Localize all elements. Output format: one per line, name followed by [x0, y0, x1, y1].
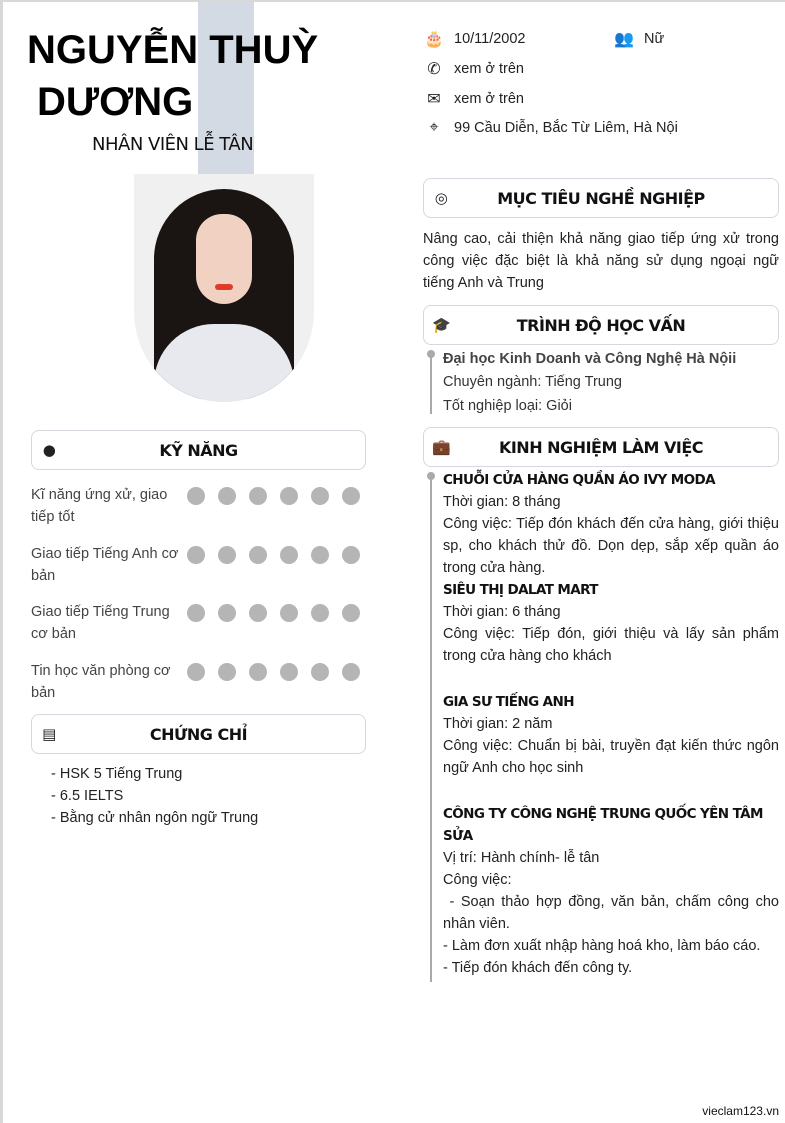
objective-heading: [423, 178, 779, 218]
certificates-heading-label: CHỨNG CHỈ: [149, 724, 248, 744]
job-task: - Soạn thảo hợp đồng, văn bản, chấm công cho nhân viên.: [443, 894, 784, 932]
company-name: SIÊU THỊ DALAT MART: [443, 582, 598, 598]
school-name: Đại học Kinh Doanh và Công Nghệ Hà Nộii: [443, 351, 737, 367]
major: Chuyên ngành: Tiếng Trung: [443, 374, 622, 390]
skills-heading: [31, 430, 366, 470]
experience-heading: [423, 427, 779, 467]
birthday-value: 10/11/2002: [454, 31, 526, 47]
company-name: GIA SƯ TIẾNG ANH: [443, 694, 574, 710]
phone: [423, 59, 524, 79]
certificates-heading: [31, 714, 366, 754]
email: [423, 89, 524, 109]
job-description: Công việc: Tiếp đón, giới thiệu và lấy sản phẩm trong cửa hàng cho khách: [443, 626, 779, 664]
phone-icon: ✆: [427, 61, 441, 78]
objective-text: Nâng cao, cải thiện khả năng giao tiếp ứng xử trong công việc đặc biệt là khả năng sử dụng ngoại ngữ tiếng Anh và Trung: [423, 231, 779, 291]
skills-heading-label: KỸ NĂNG: [159, 440, 238, 460]
envelope-icon: ✉: [427, 91, 441, 108]
address-value: 99 Cầu Diễn, Bắc Từ Liêm, Hà Nội: [454, 120, 678, 136]
email-value: xem ở trên: [454, 91, 524, 107]
education-heading-label: TRÌNH ĐỘ HỌC VẤN: [516, 315, 686, 335]
skill-rating: [187, 487, 360, 528]
skill-rating: [187, 546, 360, 587]
users-icon: 👥: [614, 31, 634, 48]
skill-row: [31, 543, 371, 587]
briefcase-icon: 💼: [432, 438, 451, 456]
certificate-list: [51, 763, 258, 829]
education-entry: [443, 348, 779, 417]
name-line-1: NGUYỄN THUỲ: [27, 28, 319, 72]
skill-label: Giao tiếp Tiếng Anh cơ bản: [31, 546, 179, 584]
experience-heading-label: KINH NGHIỆM LÀM VIỆC: [498, 437, 704, 457]
grade: Tốt nghiệp loại: Giỏi: [443, 398, 572, 414]
head-bulb-icon: ●: [42, 441, 56, 459]
phone-value: xem ở trên: [454, 61, 524, 77]
skill-row: [31, 660, 371, 704]
skill-row: [31, 484, 371, 528]
education-timeline: [430, 352, 432, 414]
objective-heading-label: MỤC TIÊU NGHỀ NGHIỆP: [497, 188, 705, 208]
certificate-icon: ▤: [42, 725, 56, 743]
address: [423, 119, 678, 137]
job-description: Công việc: Chuẩn bị bài, truyền đạt kiến thức ngôn ngữ Anh cho học sinh: [443, 738, 779, 776]
skill-label: Tin học văn phòng cơ bản: [31, 663, 171, 701]
job-position: Vị trí: Hành chính- lễ tân: [443, 850, 600, 866]
skill-row: [31, 601, 371, 645]
skill-rating: [187, 604, 360, 645]
certificate-item: - Bằng cử nhân ngôn ngữ Trung: [51, 810, 259, 826]
company-name: CHUỖI CỬA HÀNG QUẦN ÁO IVY MODA: [443, 472, 715, 488]
experience-list: [443, 469, 784, 979]
skill-label: Kĩ năng ứng xử, giao tiếp tốt: [31, 487, 168, 525]
profile-photo: [134, 174, 314, 402]
skill-rating: [187, 663, 360, 704]
birthday: [423, 29, 526, 49]
gender: [613, 29, 664, 49]
job-work-label: Công việc:: [443, 872, 512, 888]
cake-icon: 🎂: [424, 31, 444, 48]
education-heading: [423, 305, 779, 345]
job-description: Công việc: Tiếp đón khách đến cửa hàng, giới thiệu sp, cho khách thử đồ. Dọn dẹp, sắp xếp quần áo trong cửa hàng.: [443, 516, 779, 576]
job-title: NHÂN VIÊN LỄ TÂN: [92, 134, 254, 155]
name-line-2: DƯƠNG: [37, 80, 194, 124]
job-duration: Thời gian: 6 tháng: [443, 604, 561, 620]
job-task: - Làm đơn xuất nhập hàng hoá kho, làm báo cáo.: [443, 938, 761, 954]
gender-value: Nữ: [644, 31, 665, 47]
map-pin-icon: ⌖: [429, 119, 439, 136]
job-duration: Thời gian: 8 tháng: [443, 494, 561, 510]
target-icon: ◎: [434, 189, 448, 207]
company-name: CÔNG TY CÔNG NGHỆ TRUNG QUỐC YÊN TÂM SỬA: [443, 806, 763, 844]
footer-watermark: vieclam123.vn: [702, 1104, 779, 1118]
certificate-item: - 6.5 IELTS: [51, 788, 124, 804]
job-task: - Tiếp đón khách đến công ty.: [443, 960, 633, 976]
skill-label: Giao tiếp Tiếng Trung cơ bản: [31, 604, 170, 642]
graduation-cap-icon: 🎓: [432, 316, 451, 334]
certificate-item: - HSK 5 Tiếng Trung: [51, 766, 183, 782]
full-name: [27, 24, 318, 128]
job-duration: Thời gian: 2 năm: [443, 716, 553, 732]
experience-timeline: [430, 474, 432, 982]
